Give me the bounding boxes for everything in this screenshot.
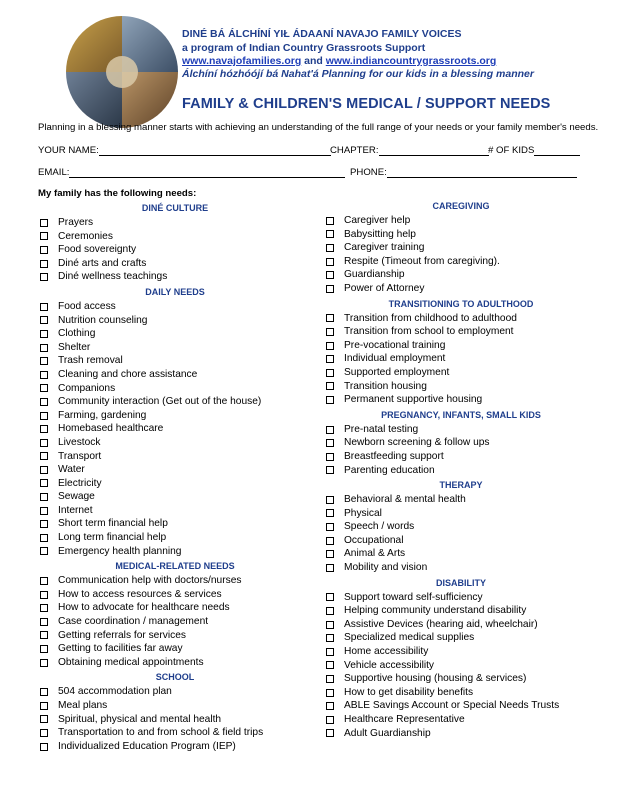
navajofamilies-link[interactable]: www.navajofamilies.org — [182, 55, 302, 67]
checklist-item-label: Diné arts and crafts — [58, 257, 147, 269]
checkbox[interactable] — [326, 523, 334, 531]
checklist-item-label: Caregiver help — [344, 215, 411, 226]
checkbox[interactable] — [326, 439, 334, 447]
checklist-item-label: Shelter — [58, 341, 91, 353]
checklist-item-label: 504 accommodation plan — [58, 686, 172, 698]
checklist-item-label: Short term financial help — [58, 518, 168, 530]
checklist-item[interactable] — [326, 604, 596, 618]
chapter-field[interactable] — [330, 145, 489, 156]
checklist-item[interactable] — [326, 228, 596, 242]
needs-heading: My family has the following needs: — [38, 188, 197, 199]
checklist-item-label: Communication help with doctors/nurses — [58, 575, 242, 587]
org-title: DINÉ BÁ ÁLCHÍNÍ YIŁ ÁDAANÍ NAVAJO FAMILY VOICES — [182, 28, 462, 40]
section-heading-disability: DISABILITY — [435, 577, 486, 588]
intro-text: Planning in a blessing manner starts with achieving an understanding of the full range of your needs or your family member's needs. — [38, 122, 599, 133]
checklist-item[interactable] — [40, 270, 310, 284]
checkbox[interactable] — [40, 425, 48, 433]
org-links — [182, 55, 496, 68]
checklist-item-label: Pre-vocational training — [344, 339, 446, 351]
checkbox[interactable] — [326, 369, 334, 377]
checkbox[interactable] — [40, 371, 48, 379]
checklist-item-label: Assistive Devices (hearing aid, wheelchair) — [344, 618, 538, 630]
kids-field[interactable] — [488, 145, 580, 156]
checklist-item[interactable] — [326, 659, 596, 673]
checklist-item-label: Getting to facilities far away — [58, 643, 183, 655]
checkbox[interactable] — [40, 743, 48, 751]
checkbox[interactable] — [40, 520, 48, 528]
section-heading-pregnancy-infants-small-kids: PREGNANCY, INFANTS, SMALL KIDS — [381, 409, 541, 420]
checklist-item[interactable] — [326, 534, 596, 548]
checklist-item-label: Babysitting help — [344, 228, 416, 240]
checkbox[interactable] — [326, 621, 334, 629]
checklist-item-label: Long term financial help — [58, 532, 167, 544]
checklist-item[interactable] — [40, 257, 310, 271]
checklist-item[interactable] — [326, 436, 596, 450]
checklist-item[interactable] — [40, 341, 310, 355]
checklist-item-label: Occupational — [344, 534, 404, 546]
checklist-item-label: Obtaining medical appointments — [58, 656, 204, 668]
checklist-item-label: Behavioral & mental health — [344, 494, 466, 506]
checklist-item[interactable] — [326, 686, 596, 700]
checklist-item[interactable] — [40, 642, 310, 656]
checklist-item-label: Caregiver training — [344, 242, 425, 254]
checklist-item[interactable] — [40, 531, 310, 545]
checklist-item[interactable] — [40, 477, 310, 491]
checklist-item-label: Supportive housing (housing & services) — [344, 673, 527, 685]
checklist-item-label: Emergency health planning — [58, 545, 182, 557]
checkbox[interactable] — [326, 396, 334, 404]
checklist-item-label: Individualized Education Program (IEP) — [58, 740, 236, 752]
section-heading-caregiving: CAREGIVING — [432, 201, 490, 211]
checklist-item-label: Individual employment — [344, 353, 446, 365]
checklist-item-label: Newborn screening & follow ups — [344, 437, 490, 449]
checklist-item-label: Transition from school to employment — [344, 326, 514, 338]
checklist-item-label: Animal & Arts — [344, 548, 406, 560]
checklist-item[interactable] — [326, 312, 596, 326]
checklist-item[interactable] — [326, 255, 596, 269]
checkbox[interactable] — [326, 550, 334, 558]
checkbox[interactable] — [40, 729, 48, 737]
checkbox[interactable] — [326, 716, 334, 724]
checklist-item[interactable] — [40, 713, 310, 727]
kids-label: # OF KIDS — [488, 145, 535, 156]
grassroots-link[interactable]: www.indiancountrygrassroots.org — [325, 55, 497, 67]
phone-label: PHONE: — [350, 167, 387, 178]
checkbox[interactable] — [326, 564, 334, 572]
checklist-item[interactable] — [40, 545, 310, 559]
phone-field[interactable] — [350, 167, 577, 178]
checkbox[interactable] — [40, 219, 48, 227]
checkbox[interactable] — [40, 384, 48, 392]
checklist-item[interactable] — [40, 656, 310, 670]
section-heading-therapy: THERAPY — [439, 480, 483, 491]
section-heading-transitioning-to-adulthood: TRANSITIONING TO ADULTHOOD — [388, 298, 534, 309]
checklist-item-label: Livestock — [58, 436, 101, 448]
checklist-item[interactable] — [40, 615, 310, 629]
checkbox[interactable] — [40, 702, 48, 710]
checkbox[interactable] — [40, 618, 48, 626]
checklist-item[interactable] — [40, 490, 310, 504]
checkbox[interactable] — [326, 634, 334, 642]
checklist-item[interactable] — [40, 450, 310, 464]
checkbox[interactable] — [326, 453, 334, 461]
checklist-item[interactable] — [326, 507, 596, 521]
checklist-item[interactable] — [326, 561, 596, 575]
checklist-item-label: Food access — [58, 300, 116, 312]
checkbox[interactable] — [40, 246, 48, 254]
checklist-item[interactable] — [40, 726, 310, 740]
checkbox[interactable] — [326, 271, 334, 279]
checkbox[interactable] — [40, 330, 48, 338]
checkbox[interactable] — [40, 645, 48, 653]
checklist-item[interactable] — [326, 450, 596, 464]
checklist-item[interactable] — [40, 685, 310, 699]
checklist-item[interactable] — [326, 325, 596, 339]
checklist-item[interactable] — [326, 591, 596, 605]
checklist-item-label: Trash removal — [58, 355, 123, 367]
checkbox[interactable] — [40, 507, 48, 515]
checkbox[interactable] — [40, 479, 48, 487]
checklist-item-label: Guardianship — [344, 269, 405, 281]
checkbox[interactable] — [326, 537, 334, 545]
checklist-item-label: Prayers — [58, 217, 94, 228]
checklist-item-label: ABLE Savings Account or Special Needs Trusts — [344, 700, 560, 712]
checklist-item-label: Food sovereignty — [58, 244, 137, 256]
checklist-item-label: Community interaction (Get out of the house) — [58, 396, 262, 408]
checkbox[interactable] — [326, 661, 334, 669]
checkbox[interactable] — [326, 509, 334, 517]
checklist-item[interactable] — [326, 713, 596, 727]
checklist-item[interactable] — [326, 493, 596, 507]
checklist-item-label: Pre-natal testing — [344, 423, 419, 435]
checklist-item-label: Case coordination / management — [58, 616, 209, 628]
checkbox[interactable] — [326, 328, 334, 336]
checkbox[interactable] — [40, 493, 48, 501]
checkbox[interactable] — [40, 715, 48, 723]
checkbox[interactable] — [326, 230, 334, 238]
checkbox[interactable] — [326, 648, 334, 656]
checkbox[interactable] — [326, 244, 334, 252]
checklist-item-label: Vehicle accessibility — [344, 659, 435, 671]
checkbox[interactable] — [40, 260, 48, 268]
checklist-item-label: Farming, gardening — [58, 409, 147, 421]
checklist-item-label: Homebased healthcare — [58, 423, 164, 435]
checkbox[interactable] — [40, 631, 48, 639]
checkbox[interactable] — [326, 729, 334, 737]
checklist-item-label: Water — [58, 464, 85, 476]
checklist-item[interactable] — [326, 380, 596, 394]
checkbox[interactable] — [40, 273, 48, 281]
checklist-item[interactable] — [40, 574, 310, 588]
checklist-item-label: Clothing — [58, 328, 96, 340]
section-heading-school: SCHOOL — [155, 672, 195, 683]
checklist-item-label: Ceremonies — [58, 230, 113, 242]
email-field[interactable] — [38, 167, 345, 178]
checkbox[interactable] — [40, 604, 48, 612]
kids-line[interactable] — [534, 146, 580, 156]
checklist-item-label: How to advocate for healthcare needs — [58, 602, 230, 614]
checkbox[interactable] — [326, 593, 334, 601]
checklist-item-label: Specialized medical supplies — [344, 632, 475, 644]
checklist-item[interactable] — [326, 672, 596, 686]
checklist-item[interactable] — [326, 727, 596, 741]
checklist-item[interactable] — [40, 588, 310, 602]
email-label: EMAIL: — [38, 167, 70, 178]
org-subtitle: a program of Indian Country Grassroots Support — [182, 42, 426, 54]
checklist-item[interactable] — [326, 699, 596, 713]
checklist-item-label: Permanent supportive housing — [344, 394, 483, 406]
checkbox[interactable] — [40, 303, 48, 311]
checklist-item-label: Home accessibility — [344, 646, 429, 658]
checklist-item[interactable] — [326, 339, 596, 353]
checklist-item[interactable] — [40, 382, 310, 396]
checklist-item[interactable] — [326, 547, 596, 561]
checkbox[interactable] — [326, 675, 334, 683]
checkbox[interactable] — [40, 591, 48, 599]
checklist-item-label: Transition housing — [344, 380, 427, 392]
checklist-item[interactable] — [326, 241, 596, 255]
checklist-item-label: Sewage — [58, 491, 95, 503]
checklist-item[interactable] — [326, 268, 596, 282]
right-column — [326, 198, 596, 740]
name-field[interactable] — [38, 145, 331, 156]
checklist-item-label: Transition from childhood to adulthood — [344, 312, 517, 324]
checklist-item-label: How to access resources & services — [58, 588, 222, 600]
checklist-item[interactable] — [40, 409, 310, 423]
checkbox[interactable] — [40, 659, 48, 667]
checklist-item-label: Breastfeeding support — [344, 450, 444, 462]
name-label: YOUR NAME: — [38, 145, 99, 156]
checklist-item[interactable] — [40, 314, 310, 328]
section-heading-din-culture: DINÉ CULTURE — [141, 203, 209, 213]
checkbox[interactable] — [326, 342, 334, 350]
checklist-item-label: Meal plans — [58, 700, 108, 711]
email-line[interactable] — [69, 168, 345, 178]
checklist-item[interactable] — [40, 300, 310, 314]
checkbox[interactable] — [40, 439, 48, 447]
checklist-item[interactable] — [40, 327, 310, 341]
checklist-item-label: Getting referrals for services — [58, 629, 186, 641]
checklist-item-label: Companions — [58, 382, 116, 394]
checklist-item-label: Internet — [58, 504, 93, 516]
checklist-item[interactable] — [40, 436, 310, 450]
checklist-item-label: Spiritual, physical and mental health — [58, 713, 222, 725]
checklist-item-label: Healthcare Representative — [344, 714, 465, 725]
checkbox[interactable] — [326, 217, 334, 225]
checkbox[interactable] — [326, 285, 334, 293]
phone-line[interactable] — [387, 168, 577, 178]
checklist-item[interactable] — [40, 517, 310, 531]
checklist-item[interactable] — [40, 463, 310, 477]
checklist-item[interactable] — [326, 352, 596, 366]
organization-logo — [66, 16, 178, 128]
checkbox[interactable] — [326, 382, 334, 390]
checklist-item-label: Transport — [58, 450, 102, 462]
checkbox[interactable] — [326, 702, 334, 710]
checklist-item[interactable] — [40, 395, 310, 409]
checklist-item[interactable] — [40, 422, 310, 436]
section-heading-medical-related-needs: MEDICAL-RELATED NEEDS — [115, 561, 235, 572]
checklist-item-label: How to get disability benefits — [344, 686, 474, 698]
checkbox[interactable] — [40, 232, 48, 240]
checklist-item-label: Mobility and vision — [344, 562, 428, 574]
checklist-item[interactable] — [40, 354, 310, 368]
links-conjunction: and — [301, 55, 326, 67]
checklist-item[interactable] — [326, 520, 596, 534]
checklist-item-label: Cleaning and chore assistance — [58, 368, 198, 380]
checkbox[interactable] — [326, 496, 334, 504]
checkbox[interactable] — [326, 607, 334, 615]
logo-center — [106, 56, 138, 88]
chapter-line[interactable] — [379, 146, 489, 156]
checklist-item-label: Adult Guardianship — [344, 727, 431, 739]
checkbox[interactable] — [326, 466, 334, 474]
checklist-item-label: Nutrition counseling — [58, 314, 148, 326]
checklist-item[interactable] — [326, 645, 596, 659]
section-heading-daily-needs: DAILY NEEDS — [145, 286, 205, 297]
checklist-item-label: Helping community understand disability — [344, 605, 527, 617]
checkbox[interactable] — [40, 547, 48, 555]
checkbox[interactable] — [326, 426, 334, 434]
checklist-item-label: Power of Attorney — [344, 282, 425, 294]
checklist-item[interactable] — [40, 699, 310, 713]
left-column — [40, 200, 310, 753]
checklist-item[interactable] — [40, 740, 310, 754]
checklist-item[interactable] — [326, 393, 596, 407]
page-title: FAMILY & CHILDREN'S MEDICAL / SUPPORT NEEDS — [182, 96, 551, 112]
checkbox[interactable] — [326, 258, 334, 266]
checklist-item[interactable] — [326, 618, 596, 632]
checklist-item[interactable] — [40, 368, 310, 382]
checklist-item-label: Respite (Timeout from caregiving). — [344, 255, 500, 267]
checklist-item[interactable] — [40, 629, 310, 643]
checkbox[interactable] — [40, 452, 48, 460]
checklist-item[interactable] — [326, 282, 596, 296]
checklist-item-label: Supported employment — [344, 366, 450, 378]
checklist-item-label: Physical — [344, 507, 382, 519]
checkbox[interactable] — [40, 344, 48, 352]
checklist-item-label: Support toward self-sufficiency — [344, 591, 483, 603]
checklist-item-label: Electricity — [58, 477, 102, 489]
checklist-item-label: Diné wellness teachings — [58, 271, 168, 283]
checkbox[interactable] — [326, 689, 334, 697]
name-line[interactable] — [99, 146, 331, 156]
checkbox[interactable] — [40, 398, 48, 406]
checkbox[interactable] — [40, 534, 48, 542]
checklist-item[interactable] — [326, 631, 596, 645]
checklist-item[interactable] — [326, 423, 596, 437]
checklist-item[interactable] — [326, 214, 596, 228]
checklist-item[interactable] — [326, 366, 596, 380]
checklist-item-label: Parenting education — [344, 464, 435, 476]
checkbox[interactable] — [40, 316, 48, 324]
checkbox[interactable] — [326, 355, 334, 363]
checklist-item[interactable] — [40, 504, 310, 518]
checkbox[interactable] — [40, 466, 48, 474]
checklist-item[interactable] — [40, 230, 310, 244]
checkbox[interactable] — [40, 688, 48, 696]
checklist-item-label: Transportation to and from school & field trips — [58, 727, 264, 739]
checkbox[interactable] — [326, 314, 334, 322]
checklist-item[interactable] — [326, 464, 596, 478]
chapter-label: CHAPTER: — [330, 145, 379, 156]
checkbox[interactable] — [40, 357, 48, 365]
checklist-item[interactable] — [40, 216, 310, 230]
checklist-item[interactable] — [40, 601, 310, 615]
checklist-item-label: Speech / words — [344, 521, 415, 533]
org-tagline: Álchíní hózhóójí bá Nahat'á Planning for our kids in a blessing manner — [182, 68, 534, 80]
checkbox[interactable] — [40, 412, 48, 420]
checkbox[interactable] — [40, 577, 48, 585]
checklist-item[interactable] — [40, 243, 310, 257]
